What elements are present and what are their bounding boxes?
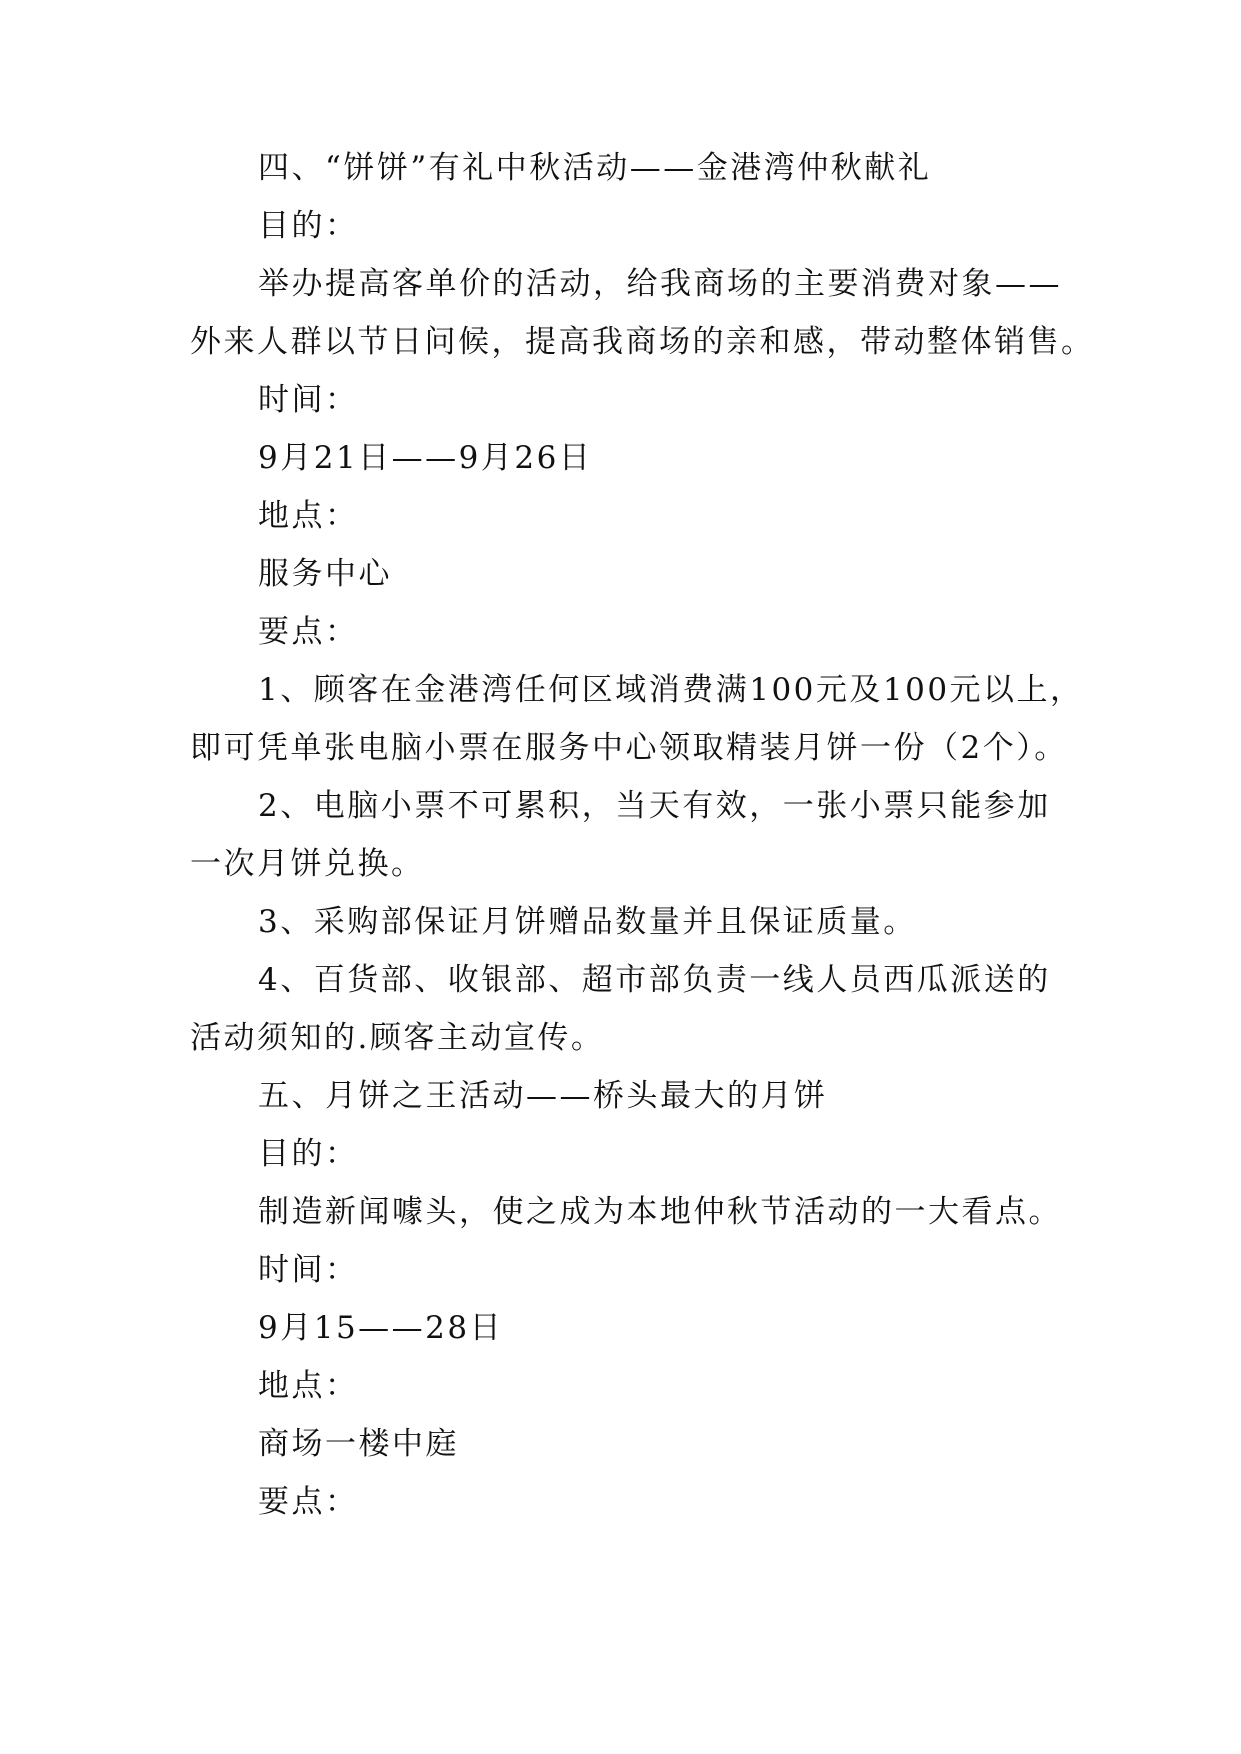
list-item-line: 4、百货部、收银部、超市部负责一线人员西瓜派送的 — [258, 962, 1051, 998]
label-time: 时间： — [258, 382, 359, 418]
location-value: 商场一楼中庭 — [258, 1426, 459, 1462]
location-value: 服务中心 — [258, 556, 392, 592]
section-heading-5: 五、月饼之王活动——桥头最大的月饼 — [258, 1078, 828, 1114]
label-key-points: 要点： — [258, 1484, 359, 1520]
label-location: 地点： — [258, 498, 359, 534]
list-item-line: 2、电脑小票不可累积，当天有效，一张小票只能参加 — [258, 788, 1051, 824]
list-item-line: 活动须知的.顾客主动宣传。 — [190, 1020, 605, 1056]
list-item-line: 1、顾客在金港湾任何区域消费满100元及100元以上， — [258, 672, 1084, 708]
list-item-line: 3、采购部保证月饼赠品数量并且保证质量。 — [258, 904, 917, 940]
label-purpose: 目的： — [258, 1136, 359, 1172]
paragraph-line: 外来人群以节日问候，提高我商场的亲和感，带动整体销售。 — [190, 324, 1095, 360]
label-key-points: 要点： — [258, 614, 359, 650]
list-item-line: 即可凭单张电脑小票在服务中心领取精装月饼一份（2个）。 — [190, 730, 1068, 766]
paragraph-line: 制造新闻噱头，使之成为本地仲秋节活动的一大看点。 — [258, 1194, 1062, 1230]
section-heading-4: 四、“饼饼”有礼中秋活动——金港湾仲秋献礼 — [258, 150, 932, 186]
label-purpose: 目的： — [258, 208, 359, 244]
time-value: 9月15——28日 — [258, 1310, 504, 1346]
label-location: 地点： — [258, 1368, 359, 1404]
label-time: 时间： — [258, 1252, 359, 1288]
list-item-line: 一次月饼兑换。 — [190, 846, 425, 882]
paragraph-line: 举办提高客单价的活动，给我商场的主要消费对象—— — [258, 266, 1062, 302]
time-value: 9月21日——9月26日 — [258, 440, 593, 476]
